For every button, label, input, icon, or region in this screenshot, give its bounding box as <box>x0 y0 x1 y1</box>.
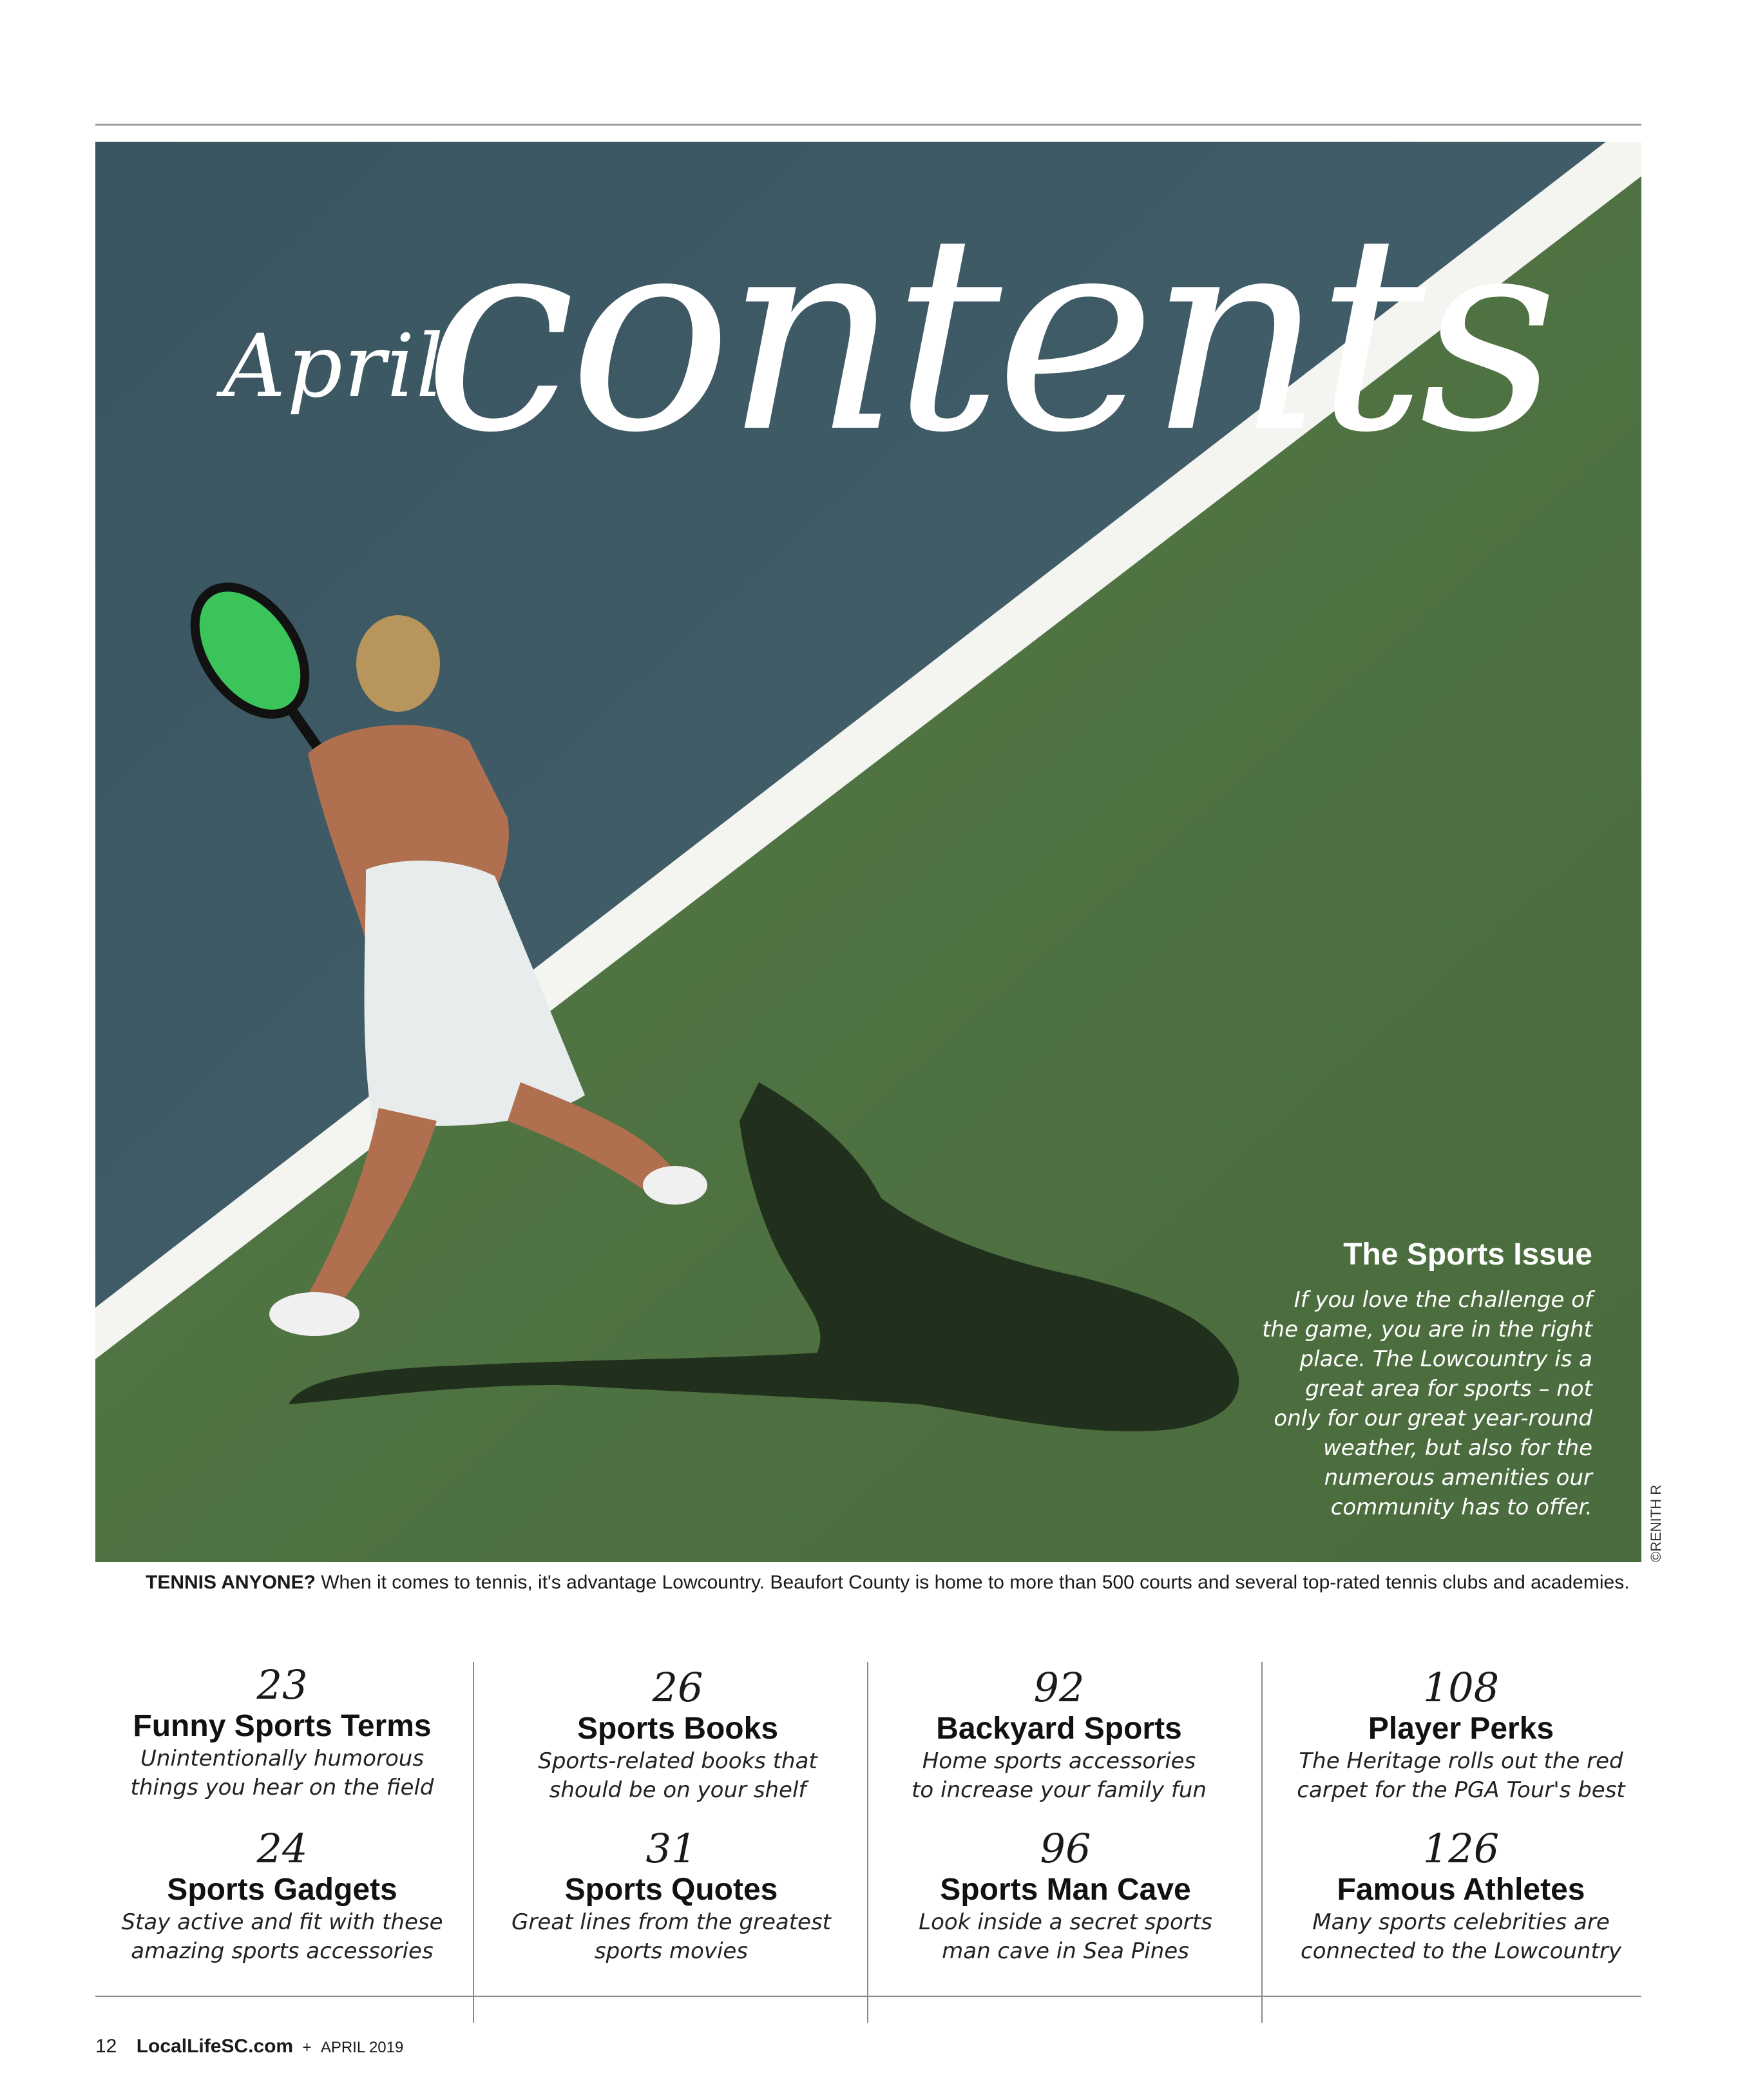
contents-item[interactable] <box>89 1662 475 1802</box>
feature-text <box>1193 1285 1592 1522</box>
caption-text: When it comes to tennis, it's advantage Lowcountry. Beaufort County is home to more than 500 courts and several top-rated tennis clubs and academies. <box>315 1572 1630 1593</box>
item-desc: Stay active and fit with these amazing sports accessories <box>121 1909 443 1964</box>
contents-item[interactable] <box>1268 1826 1654 1966</box>
feature-line: place. The Lowcountry is a <box>1299 1346 1592 1372</box>
item-title: Funny Sports Terms <box>133 1709 432 1743</box>
page-footer <box>95 2036 403 2057</box>
title-main: contents <box>424 177 1552 492</box>
bottom-rule <box>95 1996 1641 1997</box>
feature-line: the game, you are in the right <box>1262 1317 1592 1342</box>
contents-grid <box>95 1662 1641 1997</box>
feature-line: numerous amenities our <box>1324 1465 1592 1491</box>
item-title: Backyard Sports <box>936 1712 1182 1746</box>
page-number: 23 <box>256 1661 308 1708</box>
contents-item[interactable] <box>872 1826 1259 1966</box>
page-number: 108 <box>1422 1664 1500 1711</box>
page-number: 24 <box>256 1825 308 1872</box>
item-title: Sports Man Cave <box>940 1873 1191 1907</box>
contents-item[interactable] <box>484 1665 871 1805</box>
item-desc: The Heritage rolls out the red carpet for the PGA Tour's best <box>1297 1748 1625 1803</box>
page-number: 92 <box>1033 1664 1085 1711</box>
item-desc: Sports-related books that should be on your shelf <box>538 1748 817 1803</box>
feature-line: community has to offer. <box>1330 1494 1592 1520</box>
feature-line: great area for sports – not <box>1305 1376 1592 1402</box>
item-title: Famous Athletes <box>1337 1873 1585 1907</box>
contents-item[interactable] <box>1268 1665 1654 1805</box>
top-rule <box>95 124 1641 126</box>
contents-item[interactable] <box>866 1665 1252 1805</box>
feature-line: weather, but also for the <box>1323 1435 1592 1461</box>
page-number: 126 <box>1422 1825 1500 1872</box>
page-number: 96 <box>1040 1825 1091 1872</box>
item-title: Sports Quotes <box>564 1873 778 1907</box>
contents-item[interactable] <box>89 1826 475 1966</box>
item-desc: Many sports celebrities are connected to the Lowcountry <box>1301 1909 1621 1964</box>
item-title: Sports Books <box>577 1712 779 1746</box>
footer-page-number: 12 <box>95 2036 117 2057</box>
feature-line: only for our great year-round <box>1274 1406 1592 1431</box>
contents-item[interactable] <box>478 1826 864 1966</box>
item-desc: Home sports accessories to increase your family fun <box>912 1748 1207 1803</box>
footer-sep: + <box>302 2039 312 2056</box>
hero-photo <box>95 142 1641 1562</box>
caption-lead: TENNIS ANYONE? <box>146 1572 316 1593</box>
footer-site-link[interactable]: LocalLifeSC.com <box>136 2036 294 2057</box>
item-desc: Great lines from the greatest sports movies <box>511 1909 831 1964</box>
column-divider <box>1261 1662 1263 2023</box>
page-number: 26 <box>652 1664 703 1711</box>
title-month: April <box>223 316 445 417</box>
page-number: 31 <box>645 1825 697 1872</box>
item-title: Player Perks <box>1368 1712 1554 1746</box>
feature-block <box>1193 1237 1592 1522</box>
feature-line: If you love the challenge of <box>1294 1287 1592 1313</box>
feature-title: The Sports Issue <box>1343 1237 1592 1272</box>
photo-caption <box>146 1572 1630 1594</box>
footer-date: APRIL 2019 <box>320 2039 404 2056</box>
item-title: Sports Gadgets <box>167 1873 397 1907</box>
item-desc: Look inside a secret sports man cave in Sea Pines <box>919 1909 1212 1964</box>
item-desc: Unintentionally humorous things you hear on the field <box>130 1746 434 1800</box>
photo-credit: ©RENITH R <box>1648 1484 1664 1562</box>
